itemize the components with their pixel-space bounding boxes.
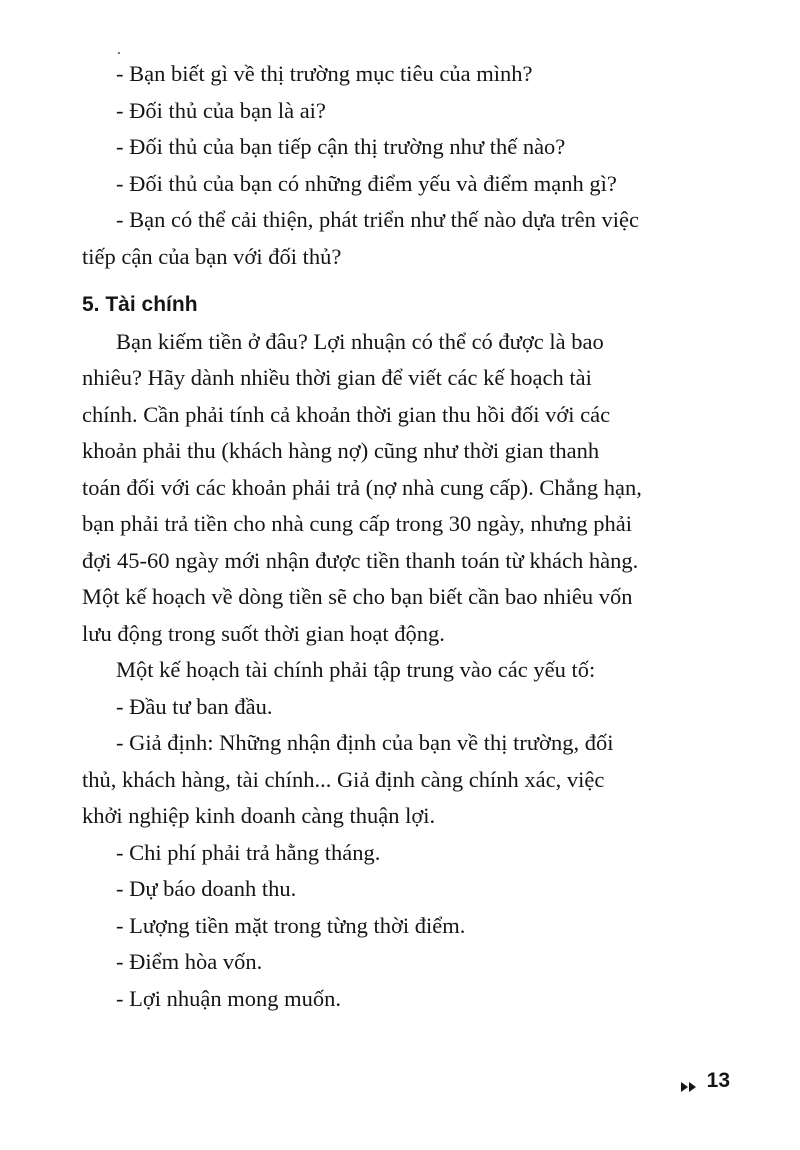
text-line: chính. Cần phải tính cả khoản thời gian thu hồi đối với các xyxy=(82,401,611,427)
section-heading: 5. Tài chính xyxy=(82,293,198,316)
double-chevron-right-icon xyxy=(679,1075,699,1087)
page-footer xyxy=(679,1069,730,1093)
page-number: 13 xyxy=(706,1069,730,1092)
text-line: - Dự báo doanh thu. xyxy=(116,876,297,901)
text-line: Một kế hoạch tài chính phải tập trung vào các yếu tố: xyxy=(116,657,596,682)
text-line: lưu động trong suốt thời gian hoạt động. xyxy=(82,620,445,646)
text-line: - Lợi nhuận mong muốn. xyxy=(116,985,341,1011)
text-line: - Đầu tư ban đầu. xyxy=(116,693,273,719)
text-line: bạn phải trả tiền cho nhà cung cấp trong 30 ngày, nhưng phải xyxy=(82,511,632,536)
text-line: - Lượng tiền mặt trong từng thời điểm. xyxy=(116,912,466,938)
text-line: Một kế hoạch về dòng tiền sẽ cho bạn biết cần bao nhiêu vốn xyxy=(82,584,633,609)
print-speck xyxy=(118,52,120,54)
text-line: - Điểm hòa vốn. xyxy=(116,949,263,974)
text-line: đợi 45-60 ngày mới nhận được tiền thanh toán từ khách hàng. xyxy=(82,547,639,573)
text-line: tiếp cận của bạn với đối thủ? xyxy=(82,243,342,269)
text-line: Bạn kiếm tiền ở đâu? Lợi nhuận có thể có được là bao xyxy=(116,328,604,354)
text-line: - Đối thủ của bạn là ai? xyxy=(116,97,326,123)
text-line: khoản phải thu (khách hàng nợ) cũng như thời gian thanh xyxy=(82,438,600,463)
text-line: thủ, khách hàng, tài chính... Giả định càng chính xác, việc xyxy=(82,766,605,792)
text-line: - Giả định: Những nhận định của bạn về thị trường, đối xyxy=(116,730,614,755)
text-line: - Chi phí phải trả hằng tháng. xyxy=(116,839,381,865)
text-line: - Bạn có thể cải thiện, phát triển như thế nào dựa trên việc xyxy=(116,207,639,232)
text-line: - Bạn biết gì về thị trường mục tiêu của mình? xyxy=(116,61,533,86)
text-line: nhiêu? Hãy dành nhiều thời gian để viết các kế hoạch tài xyxy=(82,365,592,390)
text-line: khởi nghiệp kinh doanh càng thuận lợi. xyxy=(82,803,436,828)
text-line: - Đối thủ của bạn có những điểm yếu và điểm mạnh gì? xyxy=(116,170,617,196)
text-line: toán đối với các khoản phải trả (nợ nhà cung cấp). Chẳng hạn, xyxy=(82,474,642,500)
text-line: - Đối thủ của bạn tiếp cận thị trường như thế nào? xyxy=(116,134,566,159)
body-text xyxy=(82,56,730,1017)
